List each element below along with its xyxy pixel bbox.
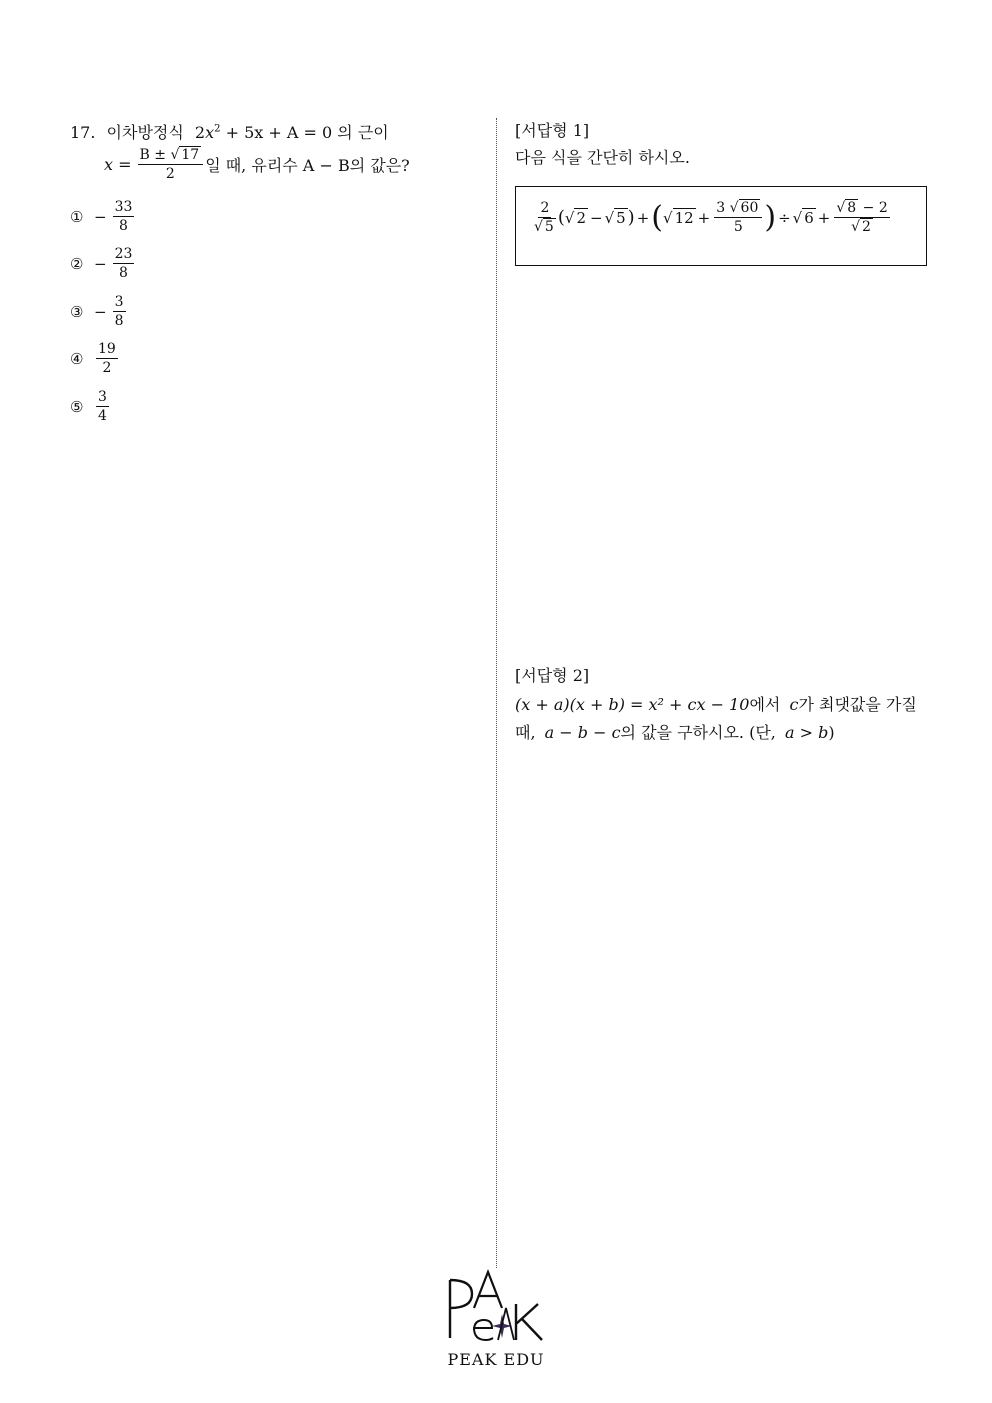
question-prefix: 이차방정식	[106, 123, 184, 142]
choice-2[interactable]: ② − $\frac{23}{8}$	[70, 246, 133, 281]
choice-5[interactable]: ⑤ $\frac{3}{4}$	[70, 389, 107, 424]
fraction-1: $\frac{2}{√ 5}$	[534, 200, 554, 235]
choice-4[interactable]: ④ $\frac{19}{2}$	[70, 341, 116, 376]
sub1-title: [서답형 1]	[515, 121, 590, 140]
choice-sign: −	[94, 302, 107, 321]
fraction-3: $\frac{√ 8 - 2}{√ 2}$	[836, 200, 888, 235]
choice-1[interactable]: ① − $\frac{33}{8}$	[70, 199, 133, 234]
sub2-line2: 때, a − b − c의 값을 구하시오. (단, a > b)	[515, 723, 835, 742]
choice-label: ④	[70, 349, 84, 368]
choice-label: ③	[70, 302, 84, 321]
question-line2-suffix: 일 때, 유리수 A − B의 값은?	[205, 156, 410, 175]
peak-logo	[440, 1268, 552, 1369]
root-fraction: $\frac{B \pm √ 17}{2}$	[138, 148, 204, 181]
brand-name: PEAK EDU	[447, 1350, 545, 1369]
sub1-instruction: 다음 식을 간단히 하시오.	[515, 148, 690, 167]
expression-box	[515, 186, 927, 266]
column-divider	[496, 118, 497, 1268]
peak-logo-mark	[440, 1268, 552, 1348]
choice-label: ②	[70, 254, 84, 273]
question-17-line1	[70, 120, 389, 143]
choice-3[interactable]: ③ − $\frac{3}{8}$	[70, 294, 124, 329]
sub2-title: [서답형 2]	[515, 666, 590, 685]
question-number: 17.	[70, 123, 96, 142]
sub2-line1: (x + a)(x + b) = x² + cx − 10에서 c가 최댓값을 가질	[515, 695, 917, 714]
equation: $2x^2 + 5x + A = 0$	[194, 123, 333, 142]
sub2-equation: (x + a)(x + b) = x² + cx − 10	[515, 695, 750, 714]
expression: $\frac{2}{√ 5}$ ( √ 2 − √ 5 ) + ( √ 12 + $\frac{3 √ 60}{5}$ ) ÷ √ 6 + $\frac{√ 8 - 2}{√ 2}$	[534, 199, 888, 235]
fraction-2: $\frac{3 √ 60}{5}$	[714, 201, 762, 234]
root-lhs: x =	[104, 155, 132, 174]
question-suffix: 의 근이	[337, 123, 389, 142]
choice-label: ①	[70, 207, 84, 226]
choice-sign: −	[94, 207, 107, 226]
question-17-line2	[104, 148, 410, 181]
choice-sign: −	[94, 254, 107, 273]
choice-label: ⑤	[70, 397, 84, 416]
